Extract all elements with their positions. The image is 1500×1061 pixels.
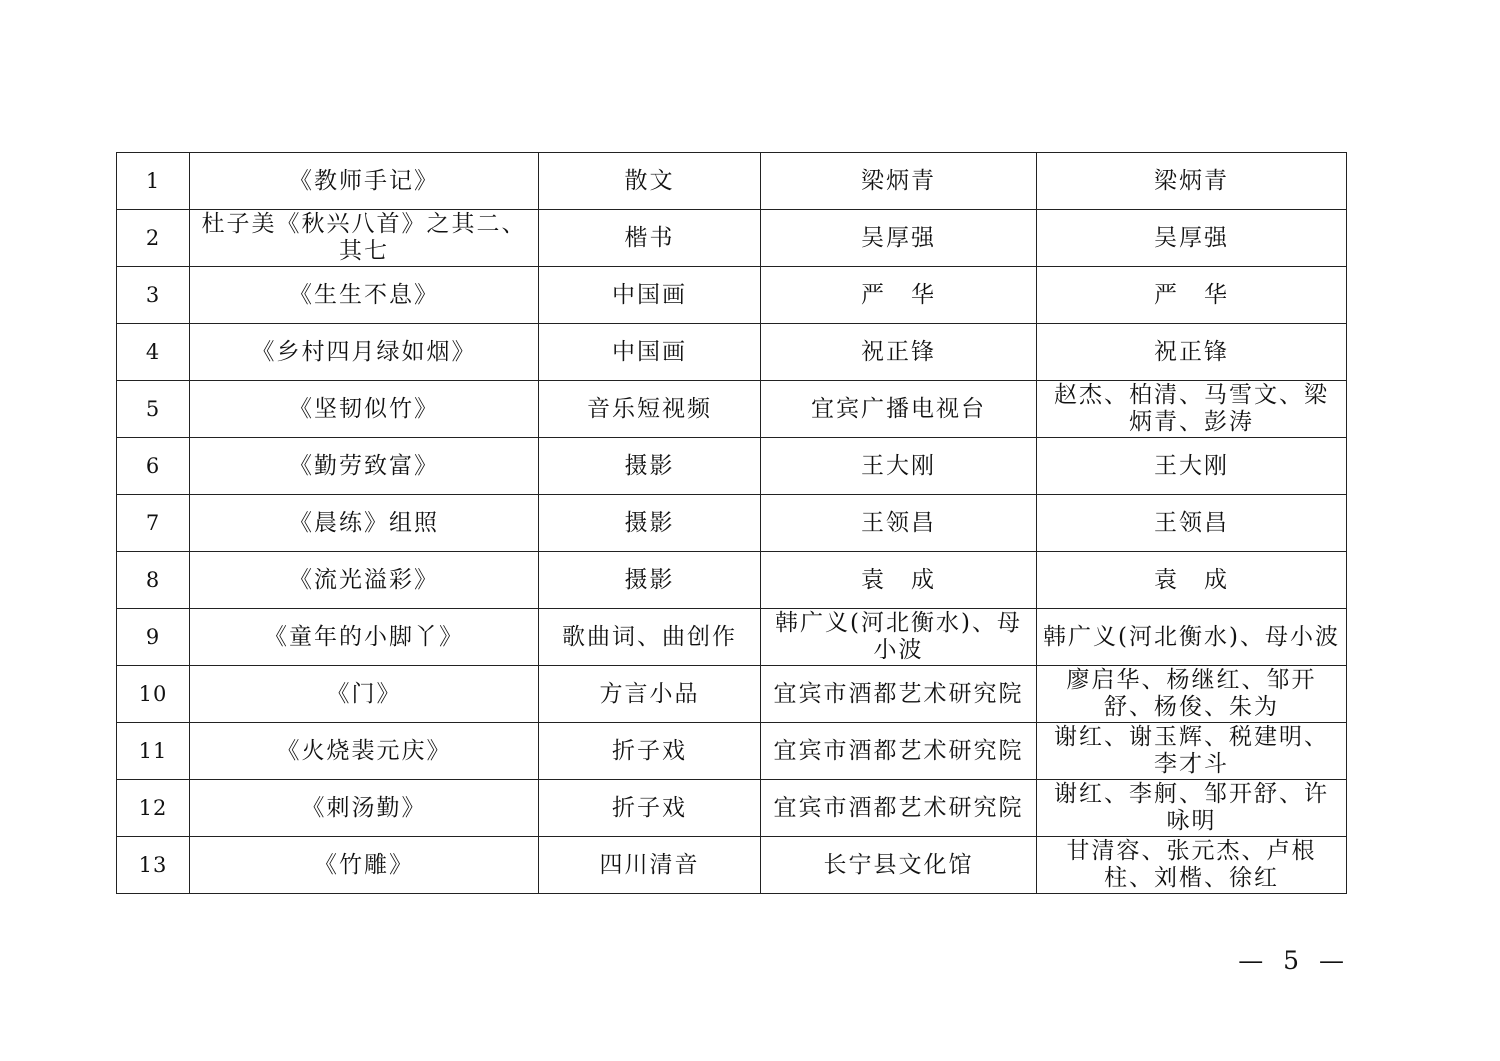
- work-title: 《童年的小脚丫》: [190, 609, 539, 666]
- row-number: 2: [117, 210, 190, 267]
- table-row: [117, 609, 1347, 666]
- work-title: 《流光溢彩》: [190, 552, 539, 609]
- table-row: [117, 324, 1347, 381]
- row-number: 4: [117, 324, 190, 381]
- work-category: 四川清音: [539, 837, 761, 894]
- row-number: 6: [117, 438, 190, 495]
- work-category: 散文: [539, 153, 761, 210]
- submitting-unit: 梁炳青: [761, 153, 1037, 210]
- table-row: [117, 438, 1347, 495]
- work-title: 《教师手记》: [190, 153, 539, 210]
- table-row: [117, 153, 1347, 210]
- row-number: 12: [117, 780, 190, 837]
- row-number: 9: [117, 609, 190, 666]
- work-authors: 甘清容、张元杰、卢根柱、刘楷、徐红: [1037, 837, 1347, 894]
- page-number: — 5 —: [1238, 946, 1350, 975]
- work-category: 摄影: [539, 552, 761, 609]
- row-number: 11: [117, 723, 190, 780]
- table-row: [117, 552, 1347, 609]
- submitting-unit: 袁 成: [761, 552, 1037, 609]
- work-category: 折子戏: [539, 723, 761, 780]
- work-category: 摄影: [539, 495, 761, 552]
- row-number: 3: [117, 267, 190, 324]
- work-title: 《竹雕》: [190, 837, 539, 894]
- submitting-unit: 宜宾广播电视台: [761, 381, 1037, 438]
- row-number: 7: [117, 495, 190, 552]
- work-title: 杜子美《秋兴八首》之其二、其七: [190, 210, 539, 267]
- work-title: 《晨练》组照: [190, 495, 539, 552]
- work-authors: 袁 成: [1037, 552, 1347, 609]
- submitting-unit: 宜宾市酒都艺术研究院: [761, 666, 1037, 723]
- work-authors: 吴厚强: [1037, 210, 1347, 267]
- submitting-unit: 宜宾市酒都艺术研究院: [761, 780, 1037, 837]
- work-authors: 严 华: [1037, 267, 1347, 324]
- table-row: [117, 723, 1347, 780]
- row-number: 1: [117, 153, 190, 210]
- work-authors: 廖启华、杨继红、邹开舒、杨俊、朱为: [1037, 666, 1347, 723]
- work-title: 《门》: [190, 666, 539, 723]
- work-title: 《生生不息》: [190, 267, 539, 324]
- work-authors: 王领昌: [1037, 495, 1347, 552]
- work-authors: 王大刚: [1037, 438, 1347, 495]
- work-title: 《勤劳致富》: [190, 438, 539, 495]
- work-authors: 谢红、李舸、邹开舒、许咏明: [1037, 780, 1347, 837]
- table-row: [117, 780, 1347, 837]
- submitting-unit: 宜宾市酒都艺术研究院: [761, 723, 1037, 780]
- work-authors: 梁炳青: [1037, 153, 1347, 210]
- work-category: 方言小品: [539, 666, 761, 723]
- table-body: [117, 153, 1347, 894]
- work-category: 楷书: [539, 210, 761, 267]
- work-title: 《乡村四月绿如烟》: [190, 324, 539, 381]
- submitting-unit: 吴厚强: [761, 210, 1037, 267]
- row-number: 13: [117, 837, 190, 894]
- work-authors: 韩广义(河北衡水)、母小波: [1037, 609, 1347, 666]
- work-category: 摄影: [539, 438, 761, 495]
- work-category: 中国画: [539, 324, 761, 381]
- submitting-unit: 王大刚: [761, 438, 1037, 495]
- award-list-table: [116, 152, 1347, 894]
- work-authors: 谢红、谢玉辉、税建明、李才斗: [1037, 723, 1347, 780]
- work-category: 折子戏: [539, 780, 761, 837]
- work-title: 《坚韧似竹》: [190, 381, 539, 438]
- table-row: [117, 837, 1347, 894]
- table-row: [117, 381, 1347, 438]
- row-number: 8: [117, 552, 190, 609]
- table-row: [117, 495, 1347, 552]
- submitting-unit: 严 华: [761, 267, 1037, 324]
- submitting-unit: 韩广义(河北衡水)、母小波: [761, 609, 1037, 666]
- work-title: 《火烧裴元庆》: [190, 723, 539, 780]
- work-title: 《刺汤勤》: [190, 780, 539, 837]
- submitting-unit: 长宁县文化馆: [761, 837, 1037, 894]
- table-row: [117, 267, 1347, 324]
- table-row: [117, 210, 1347, 267]
- row-number: 10: [117, 666, 190, 723]
- work-category: 歌曲词、曲创作: [539, 609, 761, 666]
- work-authors: 赵杰、柏清、马雪文、梁炳青、彭涛: [1037, 381, 1347, 438]
- table-row: [117, 666, 1347, 723]
- row-number: 5: [117, 381, 190, 438]
- submitting-unit: 王领昌: [761, 495, 1037, 552]
- work-category: 中国画: [539, 267, 761, 324]
- submitting-unit: 祝正锋: [761, 324, 1037, 381]
- work-authors: 祝正锋: [1037, 324, 1347, 381]
- work-category: 音乐短视频: [539, 381, 761, 438]
